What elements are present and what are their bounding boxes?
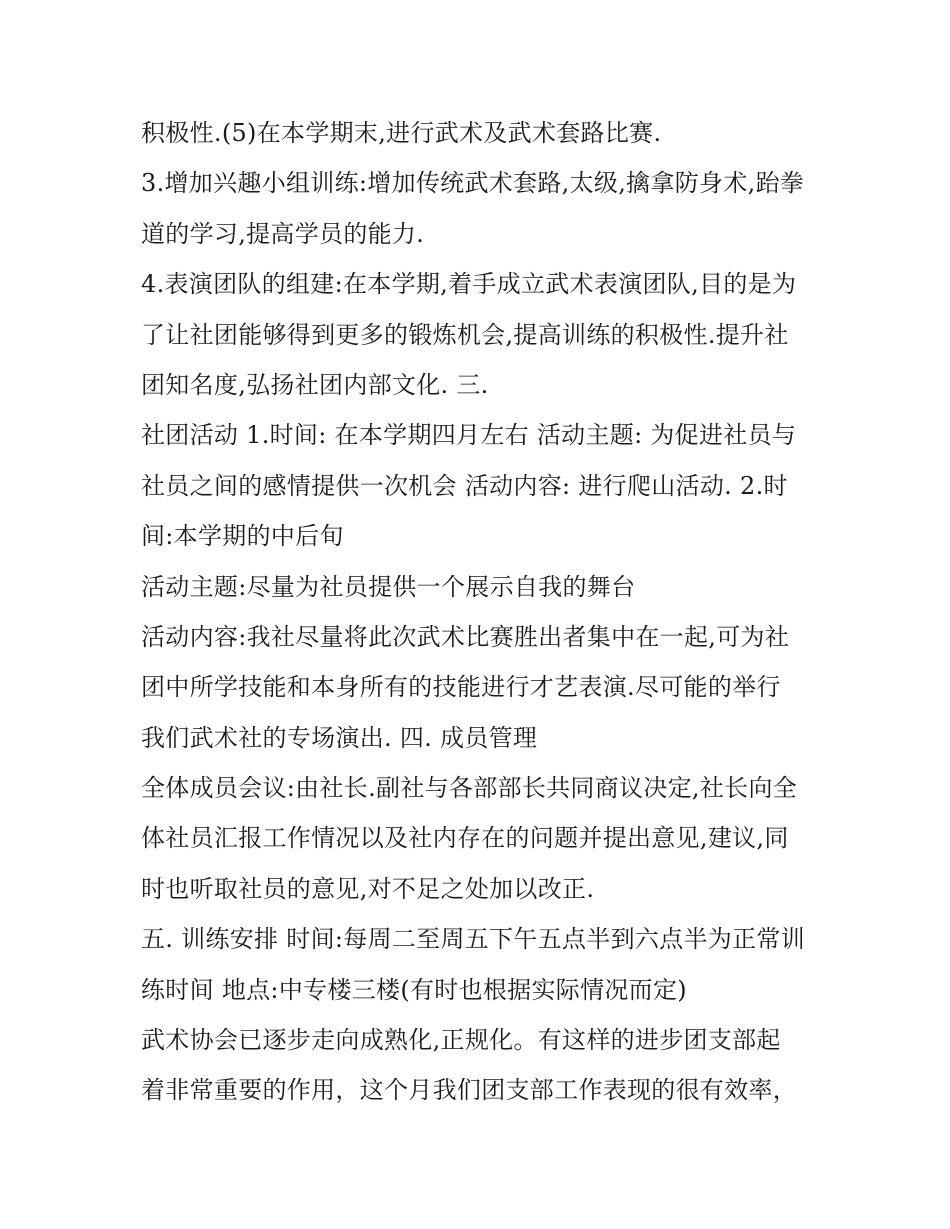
text-line: 团中所学技能和本身所有的技能进行才艺表演.尽可能的举行	[141, 673, 781, 702]
text-line: 着非常重要的作用，这个月我们团支部工作表现的很有效率，	[141, 1076, 798, 1105]
text-line: 体社员汇报工作情况以及社内存在的问题并提出意见,建议,同	[141, 824, 789, 853]
text-line: 时也听取社员的意见,对不足之处加以改正.	[141, 874, 595, 903]
text-line: 五. 训练安排 时间:每周二至周五下午五点半到六点半为正常训	[141, 925, 805, 954]
text-line: 团知名度,弘扬社团内部文化. 三.	[141, 370, 489, 399]
text-line: 间:本学期的中后旬	[141, 522, 344, 551]
text-line: 社团活动 1.时间: 在本学期四月左右 活动主题: 为促进社员与	[141, 421, 797, 450]
text-line: 3.增加兴趣小组训练:增加传统武术套路,太级,擒拿防身术,跆拳	[141, 169, 805, 198]
text-line: 积极性.(5)在本学期末,进行武术及武术套路比赛.	[141, 119, 662, 147]
text-line: 了让社团能够得到更多的锻炼机会,提高训练的积极性.提升社	[141, 320, 789, 349]
text-line: 道的学习,提高学员的能力.	[141, 219, 425, 248]
text-line: 练时间 地点:中专楼三楼(有时也根据实际情况而定)	[141, 975, 687, 1004]
text-line: 活动内容:我社尽量将此次武术比赛胜出者集中在一起,可为社	[141, 622, 790, 651]
text-line: 社员之间的感情提供一次机会 活动内容: 进行爬山活动. 2.时	[141, 471, 788, 500]
text-line: 全体成员会议:由社长.副社与各部部长共同商议决定,社长向全	[141, 774, 798, 803]
text-line: 4.表演团队的组建:在本学期,着手成立武术表演团队,目的是为	[141, 270, 797, 299]
text-line: 我们武术社的专场演出. 四. 成员管理	[141, 723, 538, 752]
text-line: 武术协会已逐步走向成熟化,正规化。有这样的进步团支部起	[141, 1026, 781, 1055]
text-line: 活动主题:尽量为社员提供一个展示自我的舞台	[141, 572, 636, 601]
document-body	[141, 108, 821, 1116]
